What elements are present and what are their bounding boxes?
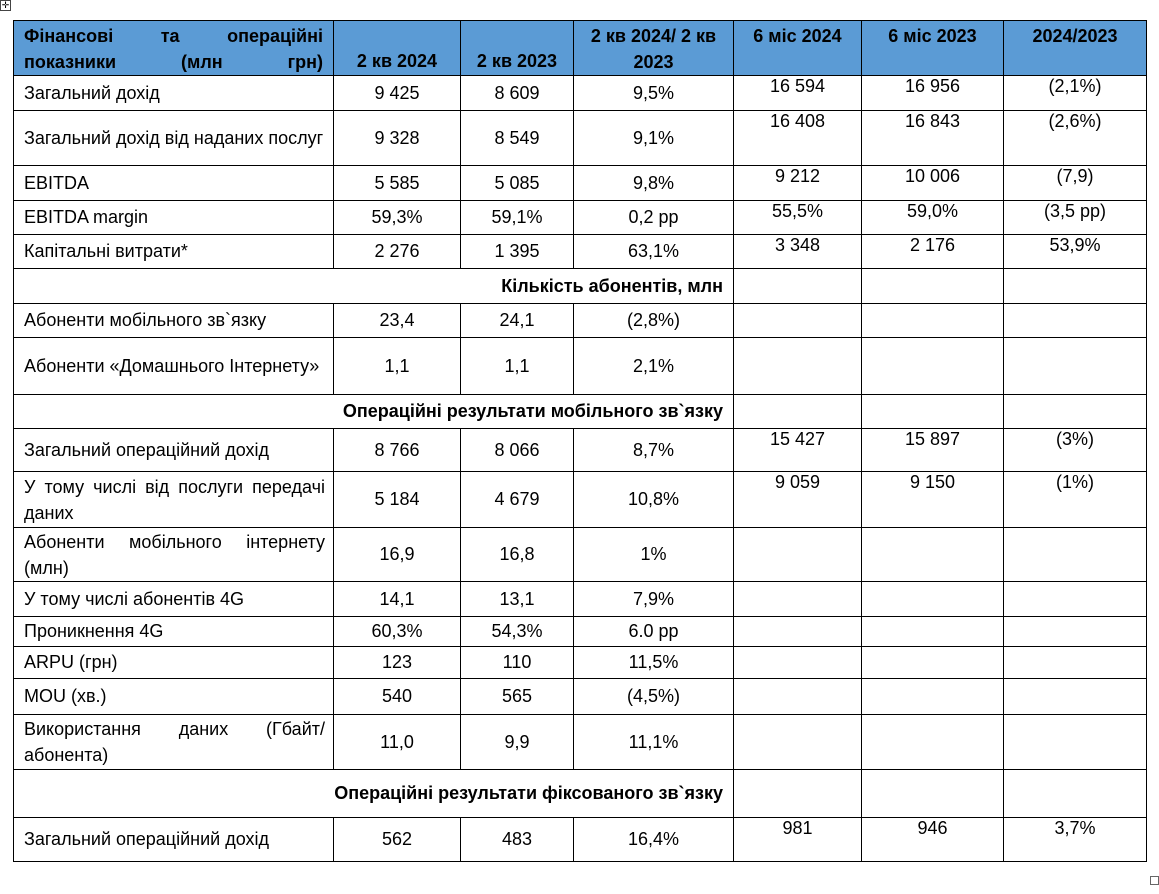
table-row xyxy=(14,679,1147,715)
empty-cell-h1-2023 xyxy=(862,269,1004,304)
q2-2023-value: 8 066 xyxy=(461,429,574,472)
table-row xyxy=(14,76,1147,111)
q-change-value: 9,1% xyxy=(574,111,734,166)
q2-2024-value: 14,1 xyxy=(334,582,461,617)
row-label: Абоненти «Домашнього Інтернету» xyxy=(14,338,334,395)
table-body xyxy=(14,76,1147,862)
q-change-value: 63,1% xyxy=(574,235,734,269)
h1-2024-value: 9 059 xyxy=(734,472,862,528)
section-row xyxy=(14,770,1147,818)
table-move-handle[interactable]: ✛ xyxy=(1,0,10,10)
row-label: Використання даних (Гбайт/абонента) xyxy=(14,715,334,770)
h-change-value: 3,7% xyxy=(1004,818,1147,862)
table-row xyxy=(14,818,1147,862)
h1-2024-value xyxy=(734,304,862,338)
q2-2024-value: 562 xyxy=(334,818,461,862)
row-label: Загальний дохід xyxy=(14,76,334,111)
h1-2023-value: 9 150 xyxy=(862,472,1004,528)
q-change-value: 11,5% xyxy=(574,647,734,679)
q-change-value: 7,9% xyxy=(574,582,734,617)
q2-2023-value: 24,1 xyxy=(461,304,574,338)
table-row xyxy=(14,304,1147,338)
header-h1-2024: 6 міс 2024 xyxy=(734,21,862,76)
row-label: Загальний дохід від наданих послуг xyxy=(14,111,334,166)
header-q2-2023: 2 кв 2023 xyxy=(461,21,574,76)
row-label: Проникнення 4G xyxy=(14,617,334,647)
h-change-value xyxy=(1004,528,1147,582)
h-change-value: (7,9) xyxy=(1004,166,1147,201)
q2-2023-value: 1,1 xyxy=(461,338,574,395)
q-change-value: 0,2 pp xyxy=(574,201,734,235)
h-change-value: (1%) xyxy=(1004,472,1147,528)
row-label: EBITDA margin xyxy=(14,201,334,235)
q2-2024-value: 9 328 xyxy=(334,111,461,166)
h1-2024-value xyxy=(734,647,862,679)
q-change-value: 2,1% xyxy=(574,338,734,395)
h1-2024-value: 15 427 xyxy=(734,429,862,472)
q2-2024-value: 60,3% xyxy=(334,617,461,647)
q2-2024-value: 8 766 xyxy=(334,429,461,472)
h1-2024-value: 981 xyxy=(734,818,862,862)
h-change-value xyxy=(1004,715,1147,770)
row-label: MOU (хв.) xyxy=(14,679,334,715)
q2-2023-value: 110 xyxy=(461,647,574,679)
section-row xyxy=(14,395,1147,429)
h1-2023-value: 16 843 xyxy=(862,111,1004,166)
h1-2024-value: 16 594 xyxy=(734,76,862,111)
q2-2023-value: 1 395 xyxy=(461,235,574,269)
q2-2023-value: 8 549 xyxy=(461,111,574,166)
q2-2024-value: 9 425 xyxy=(334,76,461,111)
h1-2023-value xyxy=(862,304,1004,338)
empty-cell-h1-2024 xyxy=(734,269,862,304)
q-change-value: 1% xyxy=(574,528,734,582)
row-label: Загальний операційний дохід xyxy=(14,429,334,472)
table-row xyxy=(14,582,1147,617)
h1-2024-value: 3 348 xyxy=(734,235,862,269)
empty-cell-h-change xyxy=(1004,395,1147,429)
table-row xyxy=(14,429,1147,472)
h1-2023-value: 946 xyxy=(862,818,1004,862)
q-change-value: 8,7% xyxy=(574,429,734,472)
h1-2023-value xyxy=(862,528,1004,582)
h1-2023-value xyxy=(862,582,1004,617)
q-change-value: 9,8% xyxy=(574,166,734,201)
financial-table xyxy=(13,20,1147,862)
h1-2024-value xyxy=(734,582,862,617)
h-change-value xyxy=(1004,617,1147,647)
q2-2023-value: 4 679 xyxy=(461,472,574,528)
h1-2023-value xyxy=(862,679,1004,715)
row-label: У тому числі від послуги передачі даних xyxy=(14,472,334,528)
q2-2023-value: 9,9 xyxy=(461,715,574,770)
h1-2023-value xyxy=(862,617,1004,647)
h1-2023-value: 59,0% xyxy=(862,201,1004,235)
q2-2024-value: 5 585 xyxy=(334,166,461,201)
header-q-change: 2 кв 2024/ 2 кв 2023 xyxy=(574,21,734,76)
table-row xyxy=(14,617,1147,647)
h1-2024-value xyxy=(734,679,862,715)
table-row xyxy=(14,647,1147,679)
table-row xyxy=(14,201,1147,235)
section-title: Кількість абонентів, млн xyxy=(14,269,734,304)
row-label: У тому числі абонентів 4G xyxy=(14,582,334,617)
empty-cell-h-change xyxy=(1004,269,1147,304)
empty-cell-h1-2024 xyxy=(734,770,862,818)
empty-cell-h-change xyxy=(1004,770,1147,818)
h1-2024-value xyxy=(734,617,862,647)
table-row xyxy=(14,338,1147,395)
q-change-value: 10,8% xyxy=(574,472,734,528)
h-change-value xyxy=(1004,304,1147,338)
h-change-value xyxy=(1004,679,1147,715)
h-change-value xyxy=(1004,582,1147,617)
section-title: Операційні результати мобільного зв`язку xyxy=(14,395,734,429)
row-label: ARPU (грн) xyxy=(14,647,334,679)
section-row xyxy=(14,269,1147,304)
row-label: Абоненти мобільного інтернету (млн) xyxy=(14,528,334,582)
q-change-value: 9,5% xyxy=(574,76,734,111)
row-label: EBITDA xyxy=(14,166,334,201)
q-change-value: 16,4% xyxy=(574,818,734,862)
header-h-change: 2024/2023 xyxy=(1004,21,1147,76)
h1-2024-value: 9 212 xyxy=(734,166,862,201)
h1-2024-value xyxy=(734,338,862,395)
table-row xyxy=(14,235,1147,269)
h1-2023-value xyxy=(862,647,1004,679)
empty-cell-h1-2024 xyxy=(734,395,862,429)
h1-2024-value xyxy=(734,528,862,582)
h1-2023-value xyxy=(862,715,1004,770)
q2-2023-value: 483 xyxy=(461,818,574,862)
q2-2024-value: 23,4 xyxy=(334,304,461,338)
h1-2023-value: 15 897 xyxy=(862,429,1004,472)
header-h1-2023: 6 міс 2023 xyxy=(862,21,1004,76)
q2-2024-value: 59,3% xyxy=(334,201,461,235)
q2-2024-value: 540 xyxy=(334,679,461,715)
q2-2023-value: 8 609 xyxy=(461,76,574,111)
q2-2024-value: 5 184 xyxy=(334,472,461,528)
q2-2023-value: 565 xyxy=(461,679,574,715)
q2-2023-value: 13,1 xyxy=(461,582,574,617)
row-label: Капітальні витрати* xyxy=(14,235,334,269)
h1-2023-value xyxy=(862,338,1004,395)
h-change-value xyxy=(1004,647,1147,679)
empty-cell-h1-2023 xyxy=(862,395,1004,429)
row-label: Абоненти мобільного зв`язку xyxy=(14,304,334,338)
table-row xyxy=(14,715,1147,770)
h-change-value xyxy=(1004,338,1147,395)
row-label: Загальний операційний дохід xyxy=(14,818,334,862)
empty-cell-h1-2023 xyxy=(862,770,1004,818)
h1-2024-value xyxy=(734,715,862,770)
table-row xyxy=(14,528,1147,582)
h1-2023-value: 2 176 xyxy=(862,235,1004,269)
q2-2024-value: 2 276 xyxy=(334,235,461,269)
q2-2024-value: 123 xyxy=(334,647,461,679)
h-change-value: 53,9% xyxy=(1004,235,1147,269)
q2-2023-value: 59,1% xyxy=(461,201,574,235)
q2-2023-value: 54,3% xyxy=(461,617,574,647)
header-q2-2024: 2 кв 2024 xyxy=(334,21,461,76)
table-header-row xyxy=(14,21,1147,76)
h1-2024-value: 55,5% xyxy=(734,201,862,235)
header-label: Фінансові та операційні показники (млн грн) xyxy=(14,21,334,76)
q-change-value: 6.0 pp xyxy=(574,617,734,647)
h-change-value: (3,5 pp) xyxy=(1004,201,1147,235)
q-change-value: 11,1% xyxy=(574,715,734,770)
q2-2023-value: 5 085 xyxy=(461,166,574,201)
h1-2023-value: 16 956 xyxy=(862,76,1004,111)
q2-2024-value: 1,1 xyxy=(334,338,461,395)
h-change-value: (2,6%) xyxy=(1004,111,1147,166)
q-change-value: (4,5%) xyxy=(574,679,734,715)
table-row xyxy=(14,472,1147,528)
h1-2024-value: 16 408 xyxy=(734,111,862,166)
h-change-value: (3%) xyxy=(1004,429,1147,472)
table-row xyxy=(14,166,1147,201)
table-row xyxy=(14,111,1147,166)
q-change-value: (2,8%) xyxy=(574,304,734,338)
h-change-value: (2,1%) xyxy=(1004,76,1147,111)
h1-2023-value: 10 006 xyxy=(862,166,1004,201)
q2-2024-value: 16,9 xyxy=(334,528,461,582)
q2-2024-value: 11,0 xyxy=(334,715,461,770)
table-resize-handle[interactable] xyxy=(1150,876,1159,885)
section-title: Операційні результати фіксованого зв`язку xyxy=(14,770,734,818)
q2-2023-value: 16,8 xyxy=(461,528,574,582)
